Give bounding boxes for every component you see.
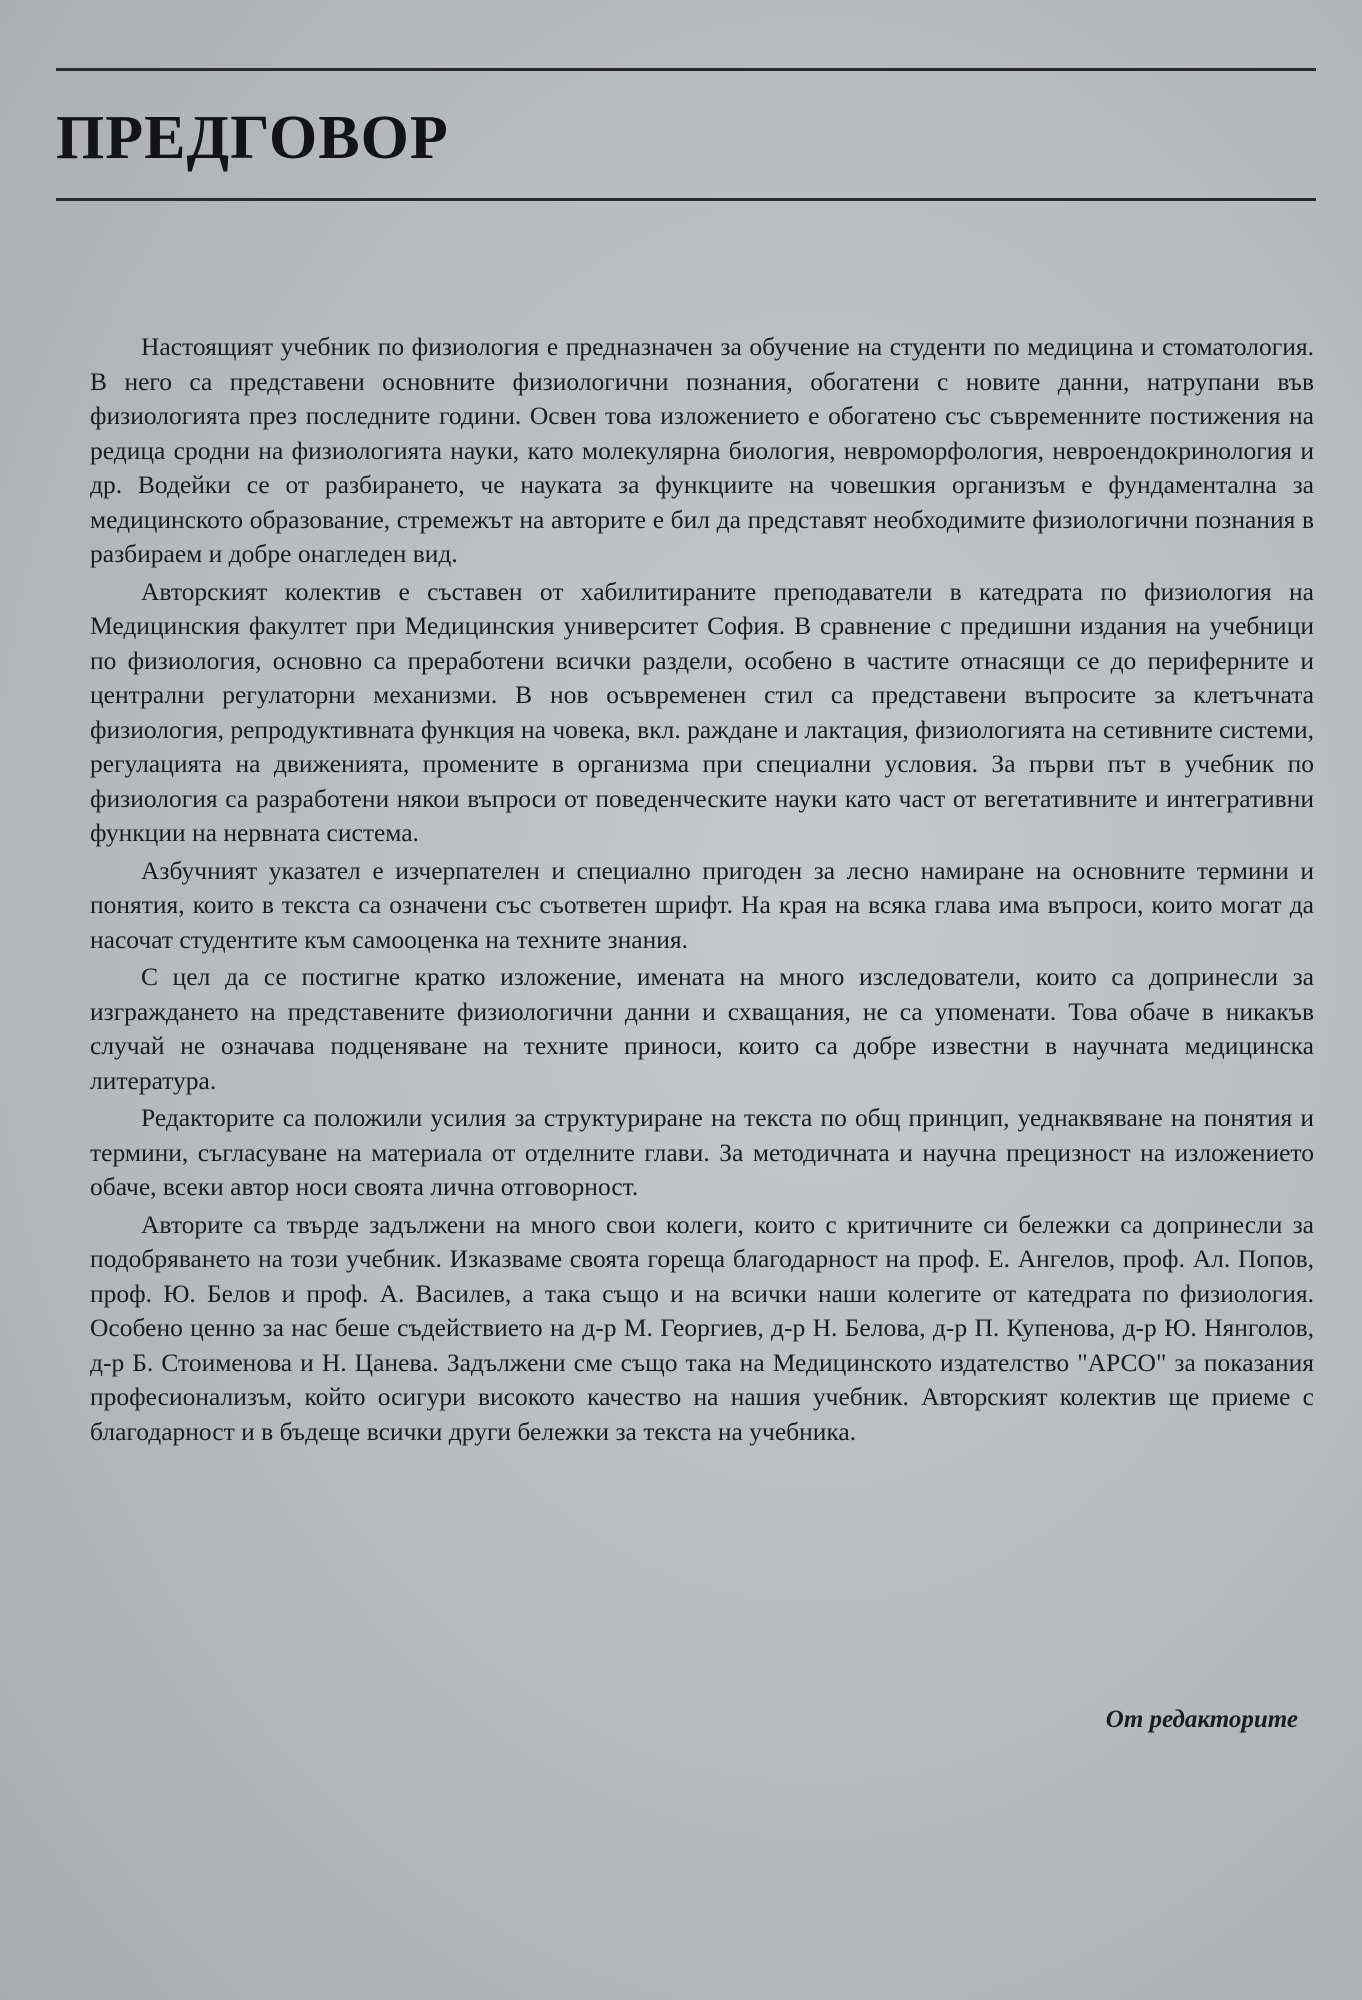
- paragraph: Настоящият учебник по физиология е предназначен за обучение на студенти по медицина и стоматология. В него са представени основните физиологични познания, обогатени с новите данни, натрупани във физиологията през последните години. Освен това изложението е обогатено със съвременните постижения на редица сродни на физиологията науки, като молекулярна биология, невроморфология, невроендокринология и др. Водейки се от разбирането, че науката за функциите на човешкия организъм е фундаментална за медицинското образование, стремежът на авторите е бил да представят необходимите физиологични познания в разбираем и добре онагледен вид.: [90, 332, 1314, 568]
- header-rule-bottom: [56, 198, 1316, 201]
- preface-body: [90, 330, 1314, 1452]
- page-title: ПРЕДГОВОР: [56, 104, 449, 172]
- paragraph: С цел да се постигне кратко изложение, имената на много изследователи, които са допринесли за изграждането на представените физиологични данни и схващания, не са упоменати. Това обаче в никакъв случай не означава подценяване на техните приноси, които са добре известни в научната медицинска литература.: [90, 962, 1314, 1095]
- paragraph: Авторите са твърде задължени на много свои колеги, които с критичните си бележки са допринесли за подобряването на този учебник. Изказваме своята гореща благодарност на проф. Е. Ангелов, проф. Ал. Попов, проф. Ю. Белов и проф. А. Василев, а така също и на всички наши колегите от катедрата по физиология. Особено ценно за нас беше съдействието на д-р М. Георгиев, д-р Н. Белова, д-р П. Купенова, д-р Ю. Нянголов, д-р Б. Стоименова и Н. Цанева. Задължени сме също така на Медицинското издателство "АРСО" за показания професионализъм, който осигури високото качество на нашия учебник. Авторският колектив ще приеме с благодарност и в бъдеще всички други бележки за текста на учебника.: [90, 1209, 1314, 1446]
- signature: От редакторите: [1105, 1706, 1298, 1733]
- paragraph: Редакторите са положили усилия за структуриране на текста по общ принцип, уеднаквяване на понятия и термини, съгласуване на материала от отделните глави. За методичната и научна прецизност на изложението обаче, всеки автор носи своята лична отговорност.: [90, 1103, 1314, 1201]
- header-rule-top: [56, 68, 1316, 71]
- paragraph: Азбучният указател е изчерпателен и специално пригоден за лесно намиране на основните термини и понятия, които в текста са означени със съответен шрифт. На края на всяка глава има въпроси, които могат да насочат студентите към самооценка на техните знания.: [90, 855, 1314, 954]
- paragraph: Авторският колектив е съставен от хабилитираните преподаватели в катедрата по физиология на Медицинския факултет при Медицинския университет София. В сравнение с предишни издания на учебници по физиология, основно са преработени всички раздели, особено в частите отнасящи се до периферните и централни регулаторни механизми. В нов осъвременен стил са представени въпросите за клетъчната физиология, репродуктивната функция на човека, вкл. раждане и лактация, физиологията на сетивните системи, регулацията на движенията, промените в организма при специални условия. За първи път в учебник по физиология са разработени някои въпроси от поведенческите науки като част от вегетативните и интегративни функции на нервната система.: [90, 576, 1314, 847]
